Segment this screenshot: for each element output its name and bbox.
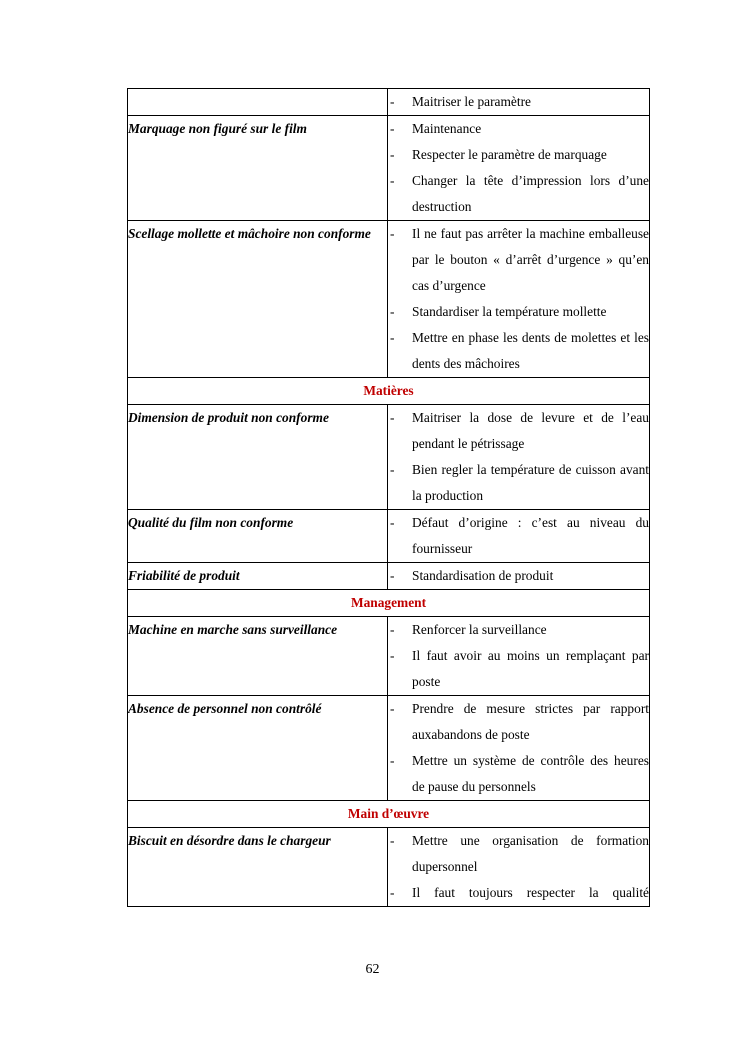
action-cell [388,405,650,510]
table-row [128,405,650,510]
action-cell [388,116,650,221]
action-item: - Mettre en phase les dents de molettes et les dents des mâchoires [390,330,649,371]
cause-cell: Marquage non figuré sur le film [128,116,388,221]
section-title: Main d’œuvre [128,801,650,828]
action-item: - Maitriser le paramètre [390,94,531,109]
table-body [128,89,650,907]
cause-cell: Biscuit en désordre dans le chargeur [128,828,388,907]
action-cell [388,828,650,907]
cause-cell: Qualité du film non conforme [128,510,388,563]
section-title: Management [128,590,650,617]
cause-action-table [127,88,650,907]
action-cell [388,221,650,378]
action-item: - Standardisation de produit [390,568,554,583]
action-cell [388,89,650,116]
action-cell [388,696,650,801]
table-row [128,116,650,221]
section-row [128,801,650,828]
section-title: Matières [128,378,650,405]
action-item: - Mettre un système de contrôle des heures de pause du personnels [390,753,649,794]
action-cell [388,617,650,696]
action-item: - Prendre de mesure strictes par rapport auxabandons de poste [390,701,649,742]
table-row [128,563,650,590]
cause-cell: Machine en marche sans surveillance [128,617,388,696]
table-row [128,828,650,907]
table-row [128,617,650,696]
action-item: - Bien regler la température de cuisson avant la production [390,462,649,503]
action-item: - Maitriser la dose de levure et de l’eau pendant le pétrissage [390,410,649,451]
action-item: - Renforcer la surveillance [390,622,547,637]
table-row [128,89,650,116]
table-row [128,696,650,801]
cause-cell: Absence de personnel non contrôlé [128,696,388,801]
cause-cell: Scellage mollette et mâchoire non conforme [128,221,388,378]
action-cell [388,563,650,590]
section-row [128,590,650,617]
action-item: - Maintenance [390,121,482,136]
action-item: - Respecter le paramètre de marquage [390,147,607,162]
table-row [128,221,650,378]
action-item: - Mettre une organisation de formation dupersonnel [390,833,649,874]
action-cell [388,510,650,563]
cause-cell [128,89,388,116]
action-item: - Il ne faut pas arrêter la machine emballeuse par le bouton « d’arrêt d’urgence » qu’en cas d’urgence [390,226,649,293]
action-item: - Il faut toujours respecter la qualité [390,885,649,900]
action-item: - Il faut avoir au moins un remplaçant par poste [390,648,649,689]
action-item: - Changer la tête d’impression lors d’une destruction [390,173,649,214]
table-row [128,510,650,563]
cause-cell: Dimension de produit non conforme [128,405,388,510]
action-item: - Standardiser la température mollette [390,304,607,319]
action-item: - Défaut d’origine : c’est au niveau du fournisseur [390,515,649,556]
section-row [128,378,650,405]
page-number: 62 [365,962,380,977]
cause-cell: Friabilité de produit [128,563,388,590]
